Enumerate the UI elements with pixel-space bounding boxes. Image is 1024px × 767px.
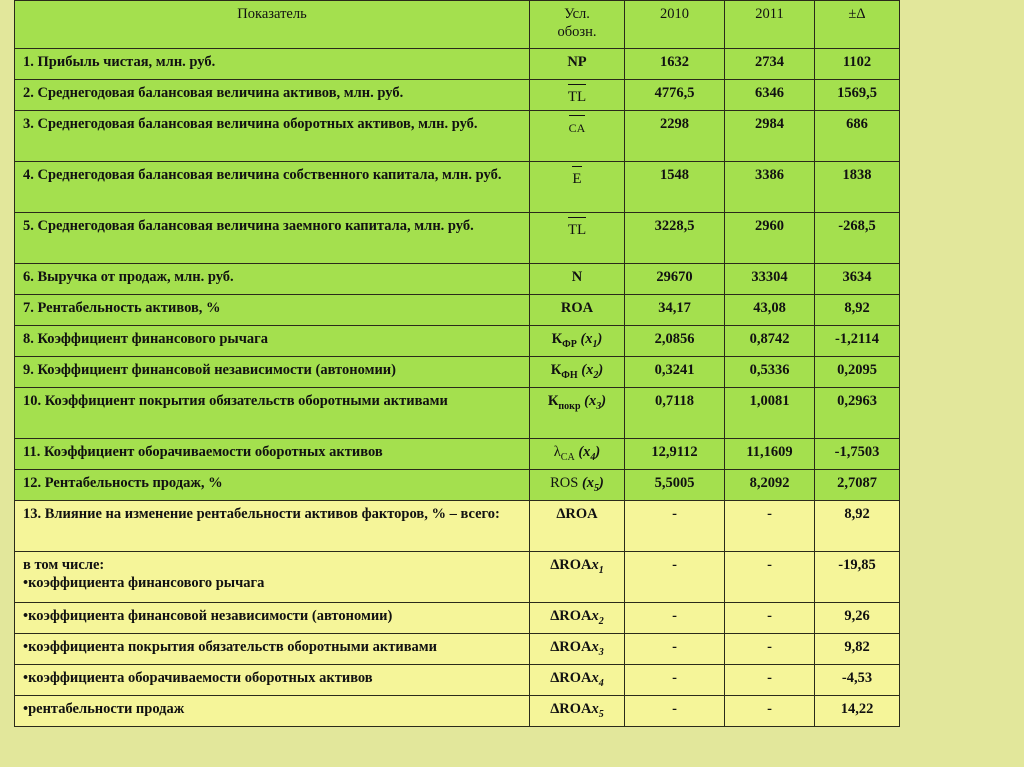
row-symbol bbox=[530, 357, 625, 388]
table-row bbox=[15, 111, 900, 162]
row-2010: 2298 bbox=[625, 111, 725, 162]
row-name: 11. Коэффициент оборачиваемости оборотных активов bbox=[15, 439, 530, 470]
row-2010: 5,5005 bbox=[625, 470, 725, 501]
row-name: 7. Рентабельность активов, % bbox=[15, 295, 530, 326]
symbol-main: λ bbox=[553, 444, 561, 460]
symbol-x-sub: 4 bbox=[590, 451, 596, 463]
row-name bbox=[15, 552, 530, 603]
row-delta: 0,2095 bbox=[815, 357, 900, 388]
row-name: •коэффициента финансовой независимости (автономии) bbox=[15, 603, 530, 634]
table-row bbox=[15, 80, 900, 111]
row-2010: 3228,5 bbox=[625, 213, 725, 264]
symbol-main: ΔROA bbox=[550, 639, 592, 655]
row-delta: 3634 bbox=[815, 264, 900, 295]
symbol-main: К bbox=[547, 393, 559, 409]
symbol-x: (x bbox=[581, 362, 594, 378]
row-2011: 8,2092 bbox=[725, 470, 815, 501]
row-2011: 3386 bbox=[725, 162, 815, 213]
symbol-x-sub: 1 bbox=[592, 338, 598, 350]
row-symbol bbox=[530, 439, 625, 470]
symbol-sub: ФР bbox=[562, 338, 577, 350]
row-2011: 0,5336 bbox=[725, 357, 815, 388]
symbol-main: К bbox=[550, 362, 562, 378]
row-2010: 29670 bbox=[625, 264, 725, 295]
row-delta: -1,7503 bbox=[815, 439, 900, 470]
symbol-overlined: TL bbox=[568, 84, 586, 106]
symbol-paren: ) bbox=[599, 475, 604, 491]
row-symbol bbox=[530, 326, 625, 357]
row-delta: -1,2114 bbox=[815, 326, 900, 357]
symbol-x: x bbox=[591, 557, 599, 573]
row-symbol: NP bbox=[530, 49, 625, 80]
row-2010: - bbox=[625, 665, 725, 696]
symbol-overlined: CA bbox=[569, 115, 586, 137]
row-symbol bbox=[530, 665, 625, 696]
row-symbol bbox=[530, 162, 625, 213]
row-2010: 2,0856 bbox=[625, 326, 725, 357]
row-delta: -4,53 bbox=[815, 665, 900, 696]
row-2011: - bbox=[725, 603, 815, 634]
symbol-x: (x bbox=[578, 444, 591, 460]
symbol-x-sub: 5 bbox=[594, 482, 600, 494]
symbol-x-sub: 2 bbox=[593, 369, 599, 381]
table-row bbox=[15, 552, 900, 603]
table-row bbox=[15, 213, 900, 264]
header-symbol bbox=[530, 1, 625, 49]
row-2010: - bbox=[625, 696, 725, 727]
row-name: •рентабельности продаж bbox=[15, 696, 530, 727]
row-2010: - bbox=[625, 634, 725, 665]
row-delta: 0,2963 bbox=[815, 388, 900, 439]
row-name: •коэффициента оборачиваемости оборотных активов bbox=[15, 665, 530, 696]
row-name: 3. Среднегодовая балансовая величина оборотных активов, млн. руб. bbox=[15, 111, 530, 162]
row-name-line1: в том числе: bbox=[23, 557, 105, 573]
table-row bbox=[15, 49, 900, 80]
row-delta: 1569,5 bbox=[815, 80, 900, 111]
symbol-x: x bbox=[591, 608, 599, 624]
symbol-x: (x bbox=[581, 475, 595, 491]
row-name: 6. Выручка от продаж, млн. руб. bbox=[15, 264, 530, 295]
row-delta: 8,92 bbox=[815, 295, 900, 326]
symbol-paren: ) bbox=[601, 393, 607, 409]
header-2011: 2011 bbox=[725, 1, 815, 49]
symbol-sub: ФН bbox=[561, 369, 578, 381]
row-2011: 43,08 bbox=[725, 295, 815, 326]
row-delta: 9,82 bbox=[815, 634, 900, 665]
row-delta: 9,26 bbox=[815, 603, 900, 634]
symbol-overlined: E bbox=[572, 166, 581, 188]
table-row bbox=[15, 357, 900, 388]
row-2010: - bbox=[625, 501, 725, 552]
row-delta: 14,22 bbox=[815, 696, 900, 727]
row-2010: 0,3241 bbox=[625, 357, 725, 388]
symbol-x: x bbox=[591, 701, 599, 717]
symbol-main: ΔROA bbox=[550, 608, 592, 624]
row-2010: - bbox=[625, 603, 725, 634]
header-indicator: Показатель bbox=[15, 1, 530, 49]
header-2010: 2010 bbox=[625, 1, 725, 49]
symbol-x: x bbox=[591, 639, 599, 655]
table-row bbox=[15, 439, 900, 470]
table-row bbox=[15, 264, 900, 295]
symbol-x: x bbox=[591, 670, 599, 686]
table-row bbox=[15, 162, 900, 213]
row-2011: - bbox=[725, 696, 815, 727]
symbol-paren: ) bbox=[598, 362, 604, 378]
row-2010: 4776,5 bbox=[625, 80, 725, 111]
row-delta: -268,5 bbox=[815, 213, 900, 264]
header-symbol-line1: Усл. bbox=[564, 6, 590, 22]
row-2010: 1548 bbox=[625, 162, 725, 213]
row-name-line2: •коэффициента финансового рычага bbox=[23, 575, 265, 591]
row-2010: - bbox=[625, 552, 725, 603]
symbol-x-sub: 4 bbox=[598, 677, 604, 689]
row-delta: 686 bbox=[815, 111, 900, 162]
row-delta: 1102 bbox=[815, 49, 900, 80]
row-name: 8. Коэффициент финансового рычага bbox=[15, 326, 530, 357]
symbol-paren: ) bbox=[597, 331, 603, 347]
row-2011: 2734 bbox=[725, 49, 815, 80]
row-2011: - bbox=[725, 552, 815, 603]
row-2011: 2960 bbox=[725, 213, 815, 264]
row-delta: -19,85 bbox=[815, 552, 900, 603]
symbol-overlined: TL bbox=[568, 217, 586, 239]
symbol-x-sub: 2 bbox=[598, 615, 604, 627]
row-symbol bbox=[530, 634, 625, 665]
symbol-x: (x bbox=[580, 331, 593, 347]
row-name: 5. Среднегодовая балансовая величина заемного капитала, млн. руб. bbox=[15, 213, 530, 264]
symbol-sub: CA bbox=[560, 451, 575, 463]
row-name: 1. Прибыль чистая, млн. руб. bbox=[15, 49, 530, 80]
row-2011: 2984 bbox=[725, 111, 815, 162]
row-name: •коэффициента покрытия обязательств оборотными активами bbox=[15, 634, 530, 665]
row-delta: 1838 bbox=[815, 162, 900, 213]
row-2010: 1632 bbox=[625, 49, 725, 80]
symbol-paren: ) bbox=[595, 444, 601, 460]
symbol-main: К bbox=[551, 331, 563, 347]
row-name: 10. Коэффициент покрытия обязательств оборотными активами bbox=[15, 388, 530, 439]
symbol-main: ΔROA bbox=[550, 670, 592, 686]
table-row bbox=[15, 665, 900, 696]
financial-indicators-table bbox=[14, 0, 900, 727]
symbol-sub: покр bbox=[558, 400, 581, 412]
row-symbol bbox=[530, 696, 625, 727]
row-name: 13. Влияние на изменение рентабельности активов факторов, % – всего: bbox=[15, 501, 530, 552]
symbol-x-sub: 5 bbox=[598, 708, 604, 720]
row-symbol: ΔROA bbox=[530, 501, 625, 552]
row-name: 9. Коэффициент финансовой независимости (автономии) bbox=[15, 357, 530, 388]
row-delta: 8,92 bbox=[815, 501, 900, 552]
row-symbol bbox=[530, 80, 625, 111]
table-row bbox=[15, 603, 900, 634]
row-name: 12. Рентабельность продаж, % bbox=[15, 470, 530, 501]
table-row bbox=[15, 501, 900, 552]
row-symbol bbox=[530, 213, 625, 264]
row-2010: 0,7118 bbox=[625, 388, 725, 439]
table-row bbox=[15, 634, 900, 665]
row-delta: 2,7087 bbox=[815, 470, 900, 501]
row-symbol bbox=[530, 388, 625, 439]
row-2011: 11,1609 bbox=[725, 439, 815, 470]
row-2011: 0,8742 bbox=[725, 326, 815, 357]
row-2011: 6346 bbox=[725, 80, 815, 111]
table-row bbox=[15, 470, 900, 501]
row-2011: - bbox=[725, 665, 815, 696]
row-symbol bbox=[530, 470, 625, 501]
row-symbol: N bbox=[530, 264, 625, 295]
row-2011: 1,0081 bbox=[725, 388, 815, 439]
table-row bbox=[15, 388, 900, 439]
header-symbol-line2: обозн. bbox=[557, 24, 597, 40]
symbol-x-sub: 3 bbox=[596, 400, 602, 412]
row-symbol: ROA bbox=[530, 295, 625, 326]
table-row bbox=[15, 295, 900, 326]
symbol-main: ΔROA bbox=[550, 701, 592, 717]
header-delta: ±Δ bbox=[815, 1, 900, 49]
row-symbol bbox=[530, 552, 625, 603]
symbol-main: ΔROA bbox=[550, 557, 592, 573]
row-2011: - bbox=[725, 501, 815, 552]
row-2010: 12,9112 bbox=[625, 439, 725, 470]
symbol-x-sub: 3 bbox=[598, 646, 604, 658]
row-name: 2. Среднегодовая балансовая величина активов, млн. руб. bbox=[15, 80, 530, 111]
table-row bbox=[15, 696, 900, 727]
row-symbol bbox=[530, 603, 625, 634]
row-2010: 34,17 bbox=[625, 295, 725, 326]
row-2011: 33304 bbox=[725, 264, 815, 295]
row-2011: - bbox=[725, 634, 815, 665]
row-symbol bbox=[530, 111, 625, 162]
symbol-main: ROS bbox=[550, 475, 579, 491]
symbol-x: (x bbox=[584, 393, 597, 409]
table-row bbox=[15, 326, 900, 357]
table-header-row bbox=[15, 1, 900, 49]
symbol-x-sub: 1 bbox=[598, 564, 604, 576]
row-name: 4. Среднегодовая балансовая величина собственного капитала, млн. руб. bbox=[15, 162, 530, 213]
